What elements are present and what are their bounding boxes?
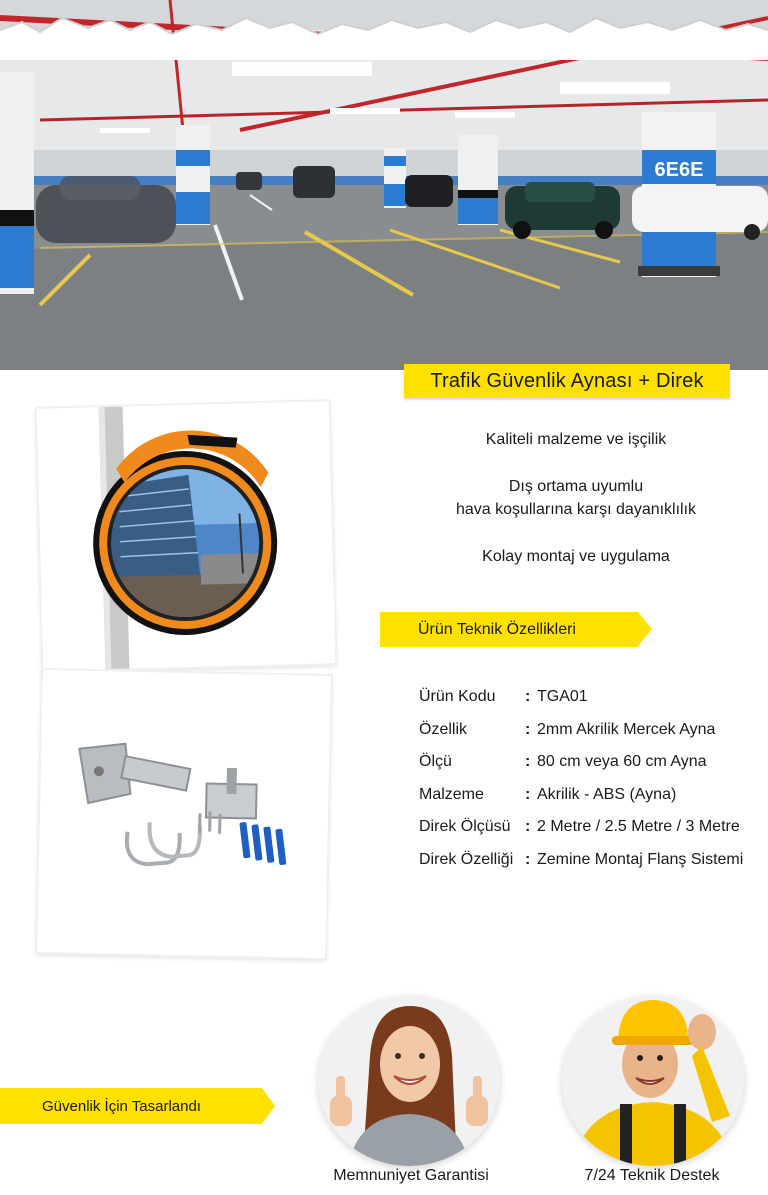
- mirror-product-photo: [37, 401, 336, 671]
- badge-caption: 7/24 Teknik Destek: [584, 1167, 720, 1184]
- pillar-label: 6E6E: [654, 159, 704, 181]
- feature-item: [400, 428, 752, 451]
- spec-separator: :: [525, 753, 531, 771]
- spec-separator: :: [525, 850, 531, 868]
- spec-value: Zemine Montaj Flanş Sistemi: [537, 850, 744, 868]
- spec-separator: :: [525, 720, 531, 738]
- spec-value: 2mm Akrilik Mercek Ayna: [537, 720, 716, 738]
- spec-row: [419, 746, 768, 779]
- spec-value: TGA01: [537, 688, 588, 706]
- spec-separator: :: [525, 818, 531, 836]
- spec-key: Malzeme: [419, 785, 484, 803]
- badge-caption: Memnuniyet Garantisi: [333, 1167, 489, 1184]
- spec-row: [419, 844, 768, 877]
- spec-key: Ürün Kodu: [419, 688, 496, 706]
- spec-value: 80 cm veya 60 cm Ayna: [537, 753, 707, 771]
- spec-row: [419, 714, 768, 747]
- feature-text: Kaliteli malzeme ve işçilik: [485, 431, 667, 448]
- spec-key: Ölçü: [419, 753, 452, 771]
- banner-arrow-tip: [262, 1088, 275, 1124]
- product-title: Trafik Güvenlik Aynası + Direk: [430, 369, 704, 392]
- spec-value: 2 Metre / 2.5 Metre / 3 Metre: [537, 818, 740, 836]
- feature-text: hava koşullarına karşı dayanıklılık: [455, 501, 697, 518]
- feature-text: Dış ortama uyumlu: [508, 478, 644, 495]
- spec-separator: :: [525, 688, 531, 706]
- feature-item: [400, 475, 752, 521]
- spec-section-banner: [380, 612, 652, 647]
- hero-parking-photo: [0, 0, 768, 370]
- safety-banner-text: Güvenlik İçin Tasarlandı: [42, 1098, 201, 1115]
- spec-table: [419, 681, 768, 876]
- spec-key: Özellik: [419, 720, 468, 738]
- spec-section-title: Ürün Teknik Özellikleri: [418, 621, 576, 638]
- spec-value: Akrilik - ABS (Ayna): [537, 785, 677, 803]
- satisfaction-portrait: [318, 996, 500, 1166]
- mounting-kit-photo: [37, 670, 331, 958]
- safety-banner: [0, 1088, 275, 1124]
- spec-row: [419, 811, 768, 844]
- feature-text: Kolay montaj ve uygulama: [482, 548, 670, 565]
- spec-key: Direk Ölçüsü: [419, 818, 511, 836]
- banner-arrow-tip: [638, 612, 652, 646]
- feature-item: [400, 545, 752, 568]
- spec-separator: :: [525, 785, 531, 803]
- spec-key: Direk Özelliği: [419, 850, 514, 868]
- feature-list: [400, 428, 752, 592]
- product-title-banner: [404, 364, 730, 398]
- support-portrait: [562, 996, 744, 1166]
- spec-row: [419, 681, 768, 714]
- spec-row: [419, 779, 768, 812]
